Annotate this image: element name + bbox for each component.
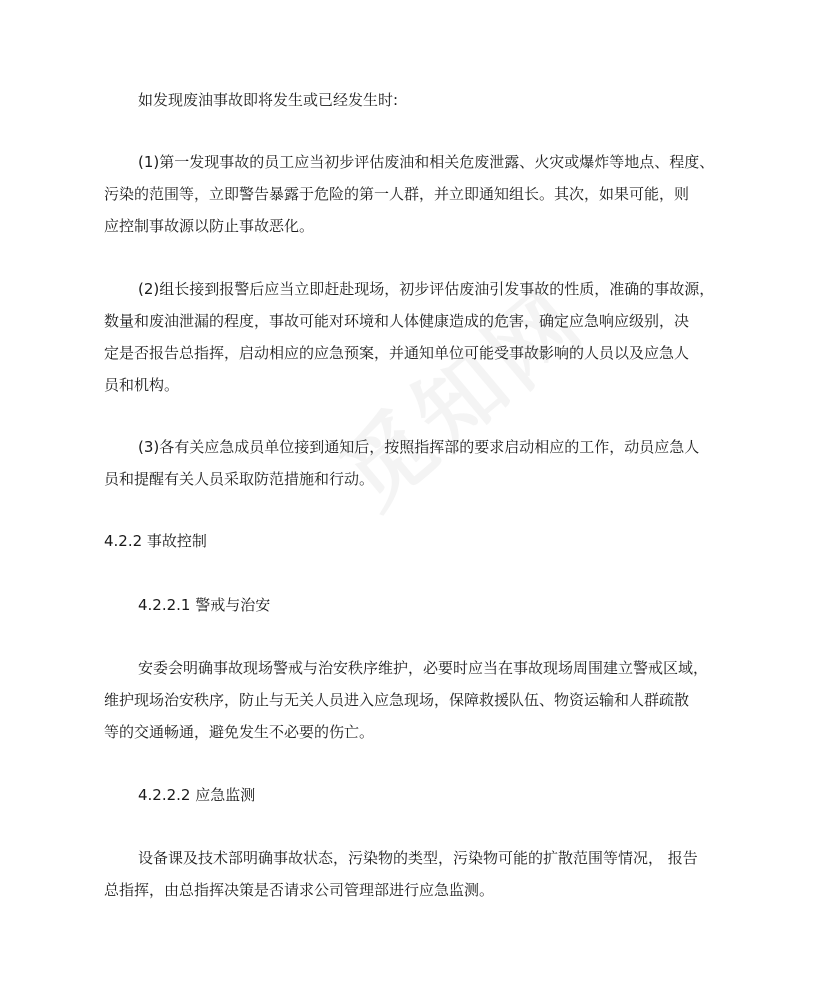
paragraph-line: 员和提醒有关人员采取防范措施和行动。	[104, 470, 375, 488]
section-heading-4-2-2: 4.2.2 事故控制	[104, 532, 207, 550]
paragraph-line: 设备课及技术部明确事故状态，污染物的类型，污染物可能的扩散范围等情况， 报告	[138, 849, 698, 867]
paragraph-line: 维护现场治安秩序，防止与无关人员进入应急现场，保障救援队伍、物资运输和人群疏散	[104, 691, 690, 709]
paragraph-line: (2)组长接到报警后应当立即赶赴现场，初步评估废油引发事故的性质，准确的事故源，	[138, 280, 715, 298]
paragraph-line: 定是否报告总指挥，启动相应的应急预案，并通知单位可能受事故影响的人员以及应急人	[104, 344, 690, 362]
paragraph-line: 总指挥，由总指挥决策是否请求公司管理部进行应急监测。	[104, 881, 495, 899]
paragraph-line: (1)第一发现事故的员工应当初步评估废油和相关危废泄露、火灾或爆炸等地点、程度、	[138, 153, 715, 171]
paragraph-line: 污染的范围等，立即警告暴露于危险的第一人群，并立即通知组长。其次，如果可能，则	[104, 185, 690, 203]
paragraph-line: 员和机构。	[104, 376, 180, 394]
paragraph-line: (3)各有关应急成员单位接到通知后，按照指挥部的要求启动相应的工作，动员应急人	[138, 438, 700, 456]
section-heading-4-2-2-2: 4.2.2.2 应急监测	[138, 786, 256, 804]
intro-text: 如发现废油事故即将发生或已经发生时:	[138, 91, 399, 109]
paragraph-line: 安委会明确事故现场警戒与治安秩序维护，必要时应当在事故现场周围建立警戒区域，	[138, 659, 709, 677]
paragraph-line: 等的交通畅通，避免发生不必要的伤亡。	[104, 723, 375, 741]
paragraph-line: 数量和废油泄漏的程度，事故可能对环境和人体健康造成的危害，确定应急响应级别，决	[104, 312, 690, 330]
paragraph-line: 应控制事故源以防止事故恶化。	[104, 217, 315, 235]
section-heading-4-2-2-1: 4.2.2.1 警戒与治安	[138, 596, 271, 614]
